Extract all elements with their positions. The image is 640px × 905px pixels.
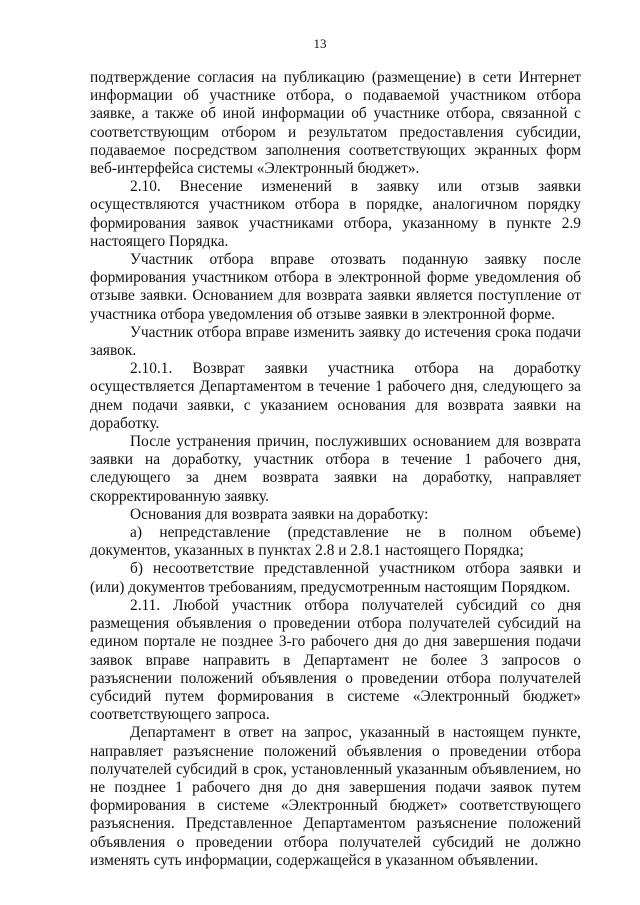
paragraph-2-10-1: 2.10.1. Возврат заявки участника отбора на доработку осуществляется Департаментом в течение 1 рабочего дня, следующего за днем подачи заявки, с указанием основания для возврата заявки на доработку. [90, 360, 581, 432]
paragraph-clarification: Департамент в ответ на запрос, указанный в настоящем пункте, направляет разъяснение положений объявления о проведении отбора получателей субсидий в срок, установленный указанным объявлением, но не позднее 1 рабочего дня до дня завершения подачи заявок путем формирования в системе «Электронный бюджет» соответствующего разъяснения. Представленное Департаментом разъяснение положений объявления о проведении отбора получателей субсидий не должно изменять суть информации, содержащейся в указанном объявлении. [90, 724, 581, 869]
paragraph-withdrawal: Участник отбора вправе отозвать поданную заявку после формирования участником отбора в электронной форме уведомления об отзыве заявки. Основанием для возврата заявки является поступление от участника отбора уведомления об отзыве заявки в электронной форме. [90, 251, 581, 323]
paragraph-resubmit: После устранения причин, послуживших основанием для возврата заявки на доработку, участник отбора в течение 1 рабочего дня, следующего за днем возврата заявки на доработку, направляет скорректированную заявку. [90, 433, 581, 505]
paragraph-change: Участник отбора вправе изменить заявку до истечения срока подачи заявок. [90, 323, 581, 360]
paragraph-2-11: 2.11. Любой участник отбора получателей субсидий со дня размещения объявления о проведении отбора получателей субсидий на едином портале не позднее 3-го рабочего дня до дня завершения подачи заявок вправе направить в Департамент не более 3 запросов о разъяснении положений объявления о проведении отбора получателей субсидий путем формирования в системе «Электронный бюджет» соответствующего запроса. [90, 596, 581, 724]
paragraph-2-10: 2.10. Внесение изменений в заявку или отзыв заявки осуществляются участником отбора в порядке, аналогичном порядку формирования заявок участниками отбора, указанному в пункте 2.9 настоящего Порядка. [90, 178, 581, 250]
paragraph-grounds-heading: Основания для возврата заявки на доработку: [130, 505, 429, 523]
page-number: 13 [313, 36, 327, 51]
body-text [90, 69, 581, 870]
paragraph-continuation: подтверждение согласия на публикацию (размещение) в сети Интернет информации об участнике отбора, о подаваемой участником отбора заявке, а также об иной информации об участнике отбора, связанной с соответствующим отбором и результатом предоставления субсидии, подаваемое посредством заполнения соответствующих экранных форм веб-интерфейса системы «Электронный бюджет». [90, 69, 581, 178]
paragraph-ground-b: б) несоответствие представленной участником отбора заявки и (или) документов требованиям, предусмотренным настоящим Порядком. [90, 560, 581, 596]
paragraph-ground-a: а) непредставление (представление не в полном объеме) документов, указанных в пунктах 2.8 и 2.8.1 настоящего Порядка; [90, 524, 581, 560]
